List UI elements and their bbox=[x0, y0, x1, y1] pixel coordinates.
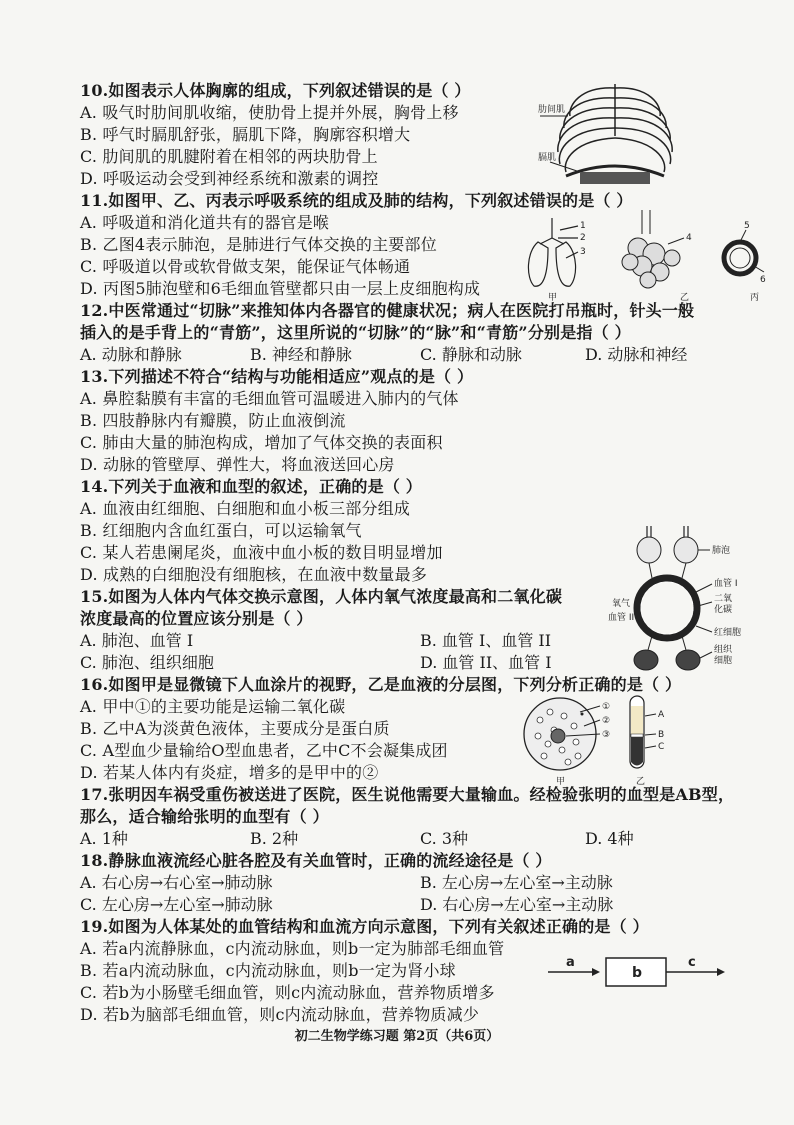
label-circle-2: ② bbox=[602, 716, 611, 726]
label-jia: 甲 bbox=[548, 293, 558, 303]
q17-option-b: B. 2种 bbox=[250, 829, 299, 848]
q13-option-d: D. 动脉的管壁厚、弹性大，将血液送回心房 bbox=[80, 455, 395, 474]
label-4: 4 bbox=[686, 233, 692, 243]
q18-option-a: A. 右心房→右心室→肺动脉 bbox=[80, 873, 273, 892]
label-b: b bbox=[632, 965, 643, 981]
q11-stem: 11.如图甲、乙、丙表示呼吸系统的组成及肺的结构，下列叙述错误的是（ ） bbox=[80, 191, 633, 210]
q10-option-d: D. 呼吸运动会受到神经系统和激素的调控 bbox=[80, 169, 379, 188]
q19-option-a: A. 若a内流静脉血，c内流动脉血，则b一定为肺部毛细血管 bbox=[80, 939, 505, 958]
q16-option-d: D. 若某人体内有炎症，增多的是甲中的② bbox=[80, 763, 379, 782]
label-layer-c: C bbox=[658, 742, 665, 752]
q13-option-c: C. 肺由大量的肺泡构成，增加了气体交换的表面积 bbox=[80, 433, 443, 452]
label-tissue-bottom: 细胞 bbox=[714, 656, 733, 666]
q18-option-b: B. 左心房→左心室→主动脉 bbox=[420, 873, 613, 892]
q17-option-c: C. 3种 bbox=[420, 829, 469, 848]
q10-option-a: A. 吸气时肋间肌收缩，使肋骨上提并外展，胸骨上移 bbox=[80, 103, 459, 122]
label-c: c bbox=[688, 955, 696, 970]
q14-option-d: D. 成熟的白细胞没有细胞核，在血液中数量最多 bbox=[80, 565, 428, 584]
label-vessel-1: 血管 I bbox=[714, 579, 738, 589]
q15-option-c: C. 肺泡、组织细胞 bbox=[80, 653, 214, 672]
label-co2-bottom: 化碳 bbox=[714, 605, 733, 615]
label-circle-1: ① bbox=[602, 702, 611, 712]
q14-option-c: C. 某人若患阑尾炎，血液中血小板的数目明显增加 bbox=[80, 543, 443, 562]
label-layer-b: B bbox=[658, 730, 665, 740]
label-circle-3: ③ bbox=[602, 730, 611, 740]
label-yi: 乙 bbox=[636, 777, 646, 787]
q17-stem-2: 那么，适合输给张明的血型有（ ） bbox=[80, 807, 329, 826]
label-3: 3 bbox=[580, 247, 586, 257]
label-5: 5 bbox=[744, 221, 750, 231]
label-diaphragm: 膈肌 bbox=[538, 153, 557, 163]
label-tissue-top: 组织 bbox=[714, 645, 733, 655]
q16-stem: 16.如图甲是显微镜下人血涂片的视野，乙是血液的分层图，下列分析正确的是（ ） bbox=[80, 675, 682, 694]
q19-option-d: D. 若b为脑部毛细血管，则c内流动脉血，营养物质减少 bbox=[80, 1005, 480, 1024]
label-oxygen: 氧气 bbox=[612, 599, 631, 609]
q17-stem: 17.张明因车祸受重伤被送进了医院，医生说他需要大量输血。经检验张明的血型是AB型， bbox=[80, 785, 735, 804]
q15-option-b: B. 血管 I、血管 II bbox=[420, 631, 552, 650]
respiratory-figure bbox=[520, 208, 770, 303]
q15-stem-2: 浓度最高的位置应该分别是（ ） bbox=[80, 609, 313, 628]
q12-option-b: B. 神经和静脉 bbox=[250, 345, 352, 364]
q13-option-a: A. 鼻腔黏膜有丰富的毛细血管可温暖进入肺内的气体 bbox=[80, 389, 459, 408]
q14-option-a: A. 血液由红细胞、白细胞和血小板三部分组成 bbox=[80, 499, 411, 518]
q16-option-b: B. 乙中A为淡黄色液体，主要成分是蛋白质 bbox=[80, 719, 390, 738]
q12-stem-2: 插入的是手背上的“青筋”，这里所说的“切脉”的“脉”和“青筋”分别是指（ ） bbox=[80, 323, 631, 342]
q11-option-c: C. 呼吸道以骨或软骨做支架，能保证气体畅通 bbox=[80, 257, 411, 276]
q19-option-b: B. 若a内流动脉血，c内流动脉血，则b一定为肾小球 bbox=[80, 961, 456, 980]
label-layer-a: A bbox=[658, 710, 665, 720]
q11-option-d: D. 丙图5肺泡壁和6毛细血管壁都只由一层上皮细胞构成 bbox=[80, 279, 481, 298]
q19-stem: 19.如图为人体某处的血管结构和血流方向示意图，下列有关叙述正确的是（ ） bbox=[80, 917, 649, 936]
q14-stem: 14.下列关于血液和血型的叙述，正确的是（ ） bbox=[80, 477, 423, 496]
q10-option-c: C. 肋间肌的肌腱附着在相邻的两块肋骨上 bbox=[80, 147, 378, 166]
q18-stem: 18.静脉血液流经心脏各腔及有关血管时，正确的流经途径是（ ） bbox=[80, 851, 552, 870]
q16-option-a: A. 甲中①的主要功能是运输二氧化碳 bbox=[80, 697, 346, 716]
ribcage-figure bbox=[540, 76, 690, 196]
q13-option-b: B. 四肢静脉内有瓣膜，防止血液倒流 bbox=[80, 411, 346, 430]
q18-option-d: D. 右心房→左心室→主动脉 bbox=[420, 895, 614, 914]
q11-option-b: B. 乙图4表示肺泡，是肺进行气体交换的主要部位 bbox=[80, 235, 437, 254]
q15-option-d: D. 血管 II、血管 I bbox=[420, 653, 552, 672]
blood-smear-figure bbox=[518, 692, 688, 787]
label-co2-top: 二氧 bbox=[714, 594, 733, 604]
q13-stem: 13.下列描述不符合“结构与功能相适应”观点的是（ ） bbox=[80, 367, 474, 386]
q12-option-c: C. 静脉和动脉 bbox=[420, 345, 522, 364]
q17-option-d: D. 4种 bbox=[585, 829, 634, 848]
label-1: 1 bbox=[580, 221, 586, 231]
bleed-through-text bbox=[734, 82, 794, 192]
label-bing: 丙 bbox=[750, 293, 760, 303]
label-rbc: 红细胞 bbox=[714, 628, 742, 638]
q12-option-a: A. 动脉和静脉 bbox=[80, 345, 182, 364]
q15-stem: 15.如图为人体内气体交换示意图，人体内氧气浓度最高和二氧化碳 bbox=[80, 587, 563, 606]
q11-option-a: A. 呼吸道和消化道共有的器官是喉 bbox=[80, 213, 330, 232]
q16-option-c: C. A型血少量输给O型血患者，乙中C不会凝集成团 bbox=[80, 741, 448, 760]
q14-option-b: B. 红细胞内含血红蛋白，可以运输氧气 bbox=[80, 521, 362, 540]
q10-option-b: B. 呼气时膈肌舒张，膈肌下降，胸廓容积增大 bbox=[80, 125, 411, 144]
q18-option-c: C. 左心房→左心室→肺动脉 bbox=[80, 895, 273, 914]
label-a: a bbox=[566, 955, 575, 970]
q10-stem: 10.如图表示人体胸廓的组成，下列叙述错误的是（ ） bbox=[80, 81, 471, 100]
page-footer: 初二生物学练习题 第2页（共6页） bbox=[294, 1029, 500, 1044]
label-2: 2 bbox=[580, 233, 586, 243]
gas-exchange-figure bbox=[608, 522, 752, 682]
q17-option-a: A. 1种 bbox=[80, 829, 128, 848]
label-vessel-2: 血管 II bbox=[608, 613, 635, 623]
label-yi: 乙 bbox=[680, 293, 690, 303]
q12-stem: 12.中医常通过“切脉”来推知体内各器官的健康状况；病人在医院打吊瓶时，针头一般 bbox=[80, 301, 695, 320]
label-alveolus: 肺泡 bbox=[712, 546, 731, 556]
q15-option-a: A. 肺泡、血管 I bbox=[80, 631, 194, 650]
q12-option-d: D. 动脉和神经 bbox=[585, 345, 688, 364]
label-jia: 甲 bbox=[556, 777, 566, 787]
label-intercostal: 肋间肌 bbox=[538, 105, 566, 115]
q19-option-c: C. 若b为小肠壁毛细血管，则c内流动脉血，营养物质增多 bbox=[80, 983, 495, 1002]
label-6: 6 bbox=[760, 275, 766, 285]
blood-flow-figure bbox=[548, 950, 748, 990]
